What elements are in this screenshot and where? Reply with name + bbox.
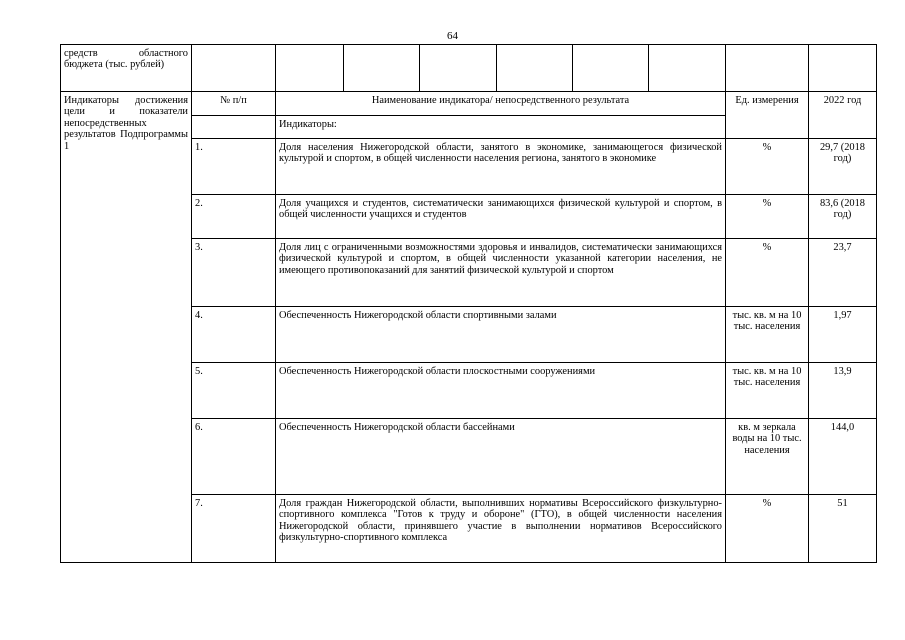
empty-cell	[573, 45, 649, 92]
row-value: 13,9	[809, 363, 877, 419]
row-unit: тыс. кв. м на 10 тыс. населения	[726, 307, 809, 363]
header-row	[61, 92, 877, 116]
row-name: Доля лиц с ограниченными возможностями здоровья и инвалидов, систематически занимающихся физической культурой и спортом, в общей численности указанной категории населения, не имеющего противопоказаний для занятий физической культурой и спортом	[276, 239, 726, 307]
indicators-table	[60, 44, 877, 563]
empty-cell	[344, 45, 420, 92]
row-num: 5.	[192, 363, 276, 419]
row-num: 3.	[192, 239, 276, 307]
empty-cell	[192, 116, 276, 139]
row-name: Обеспеченность Нижегородской области спортивными залами	[276, 307, 726, 363]
row-num: 1.	[192, 139, 276, 195]
row-unit: кв. м зеркала воды на 10 тыс. населения	[726, 419, 809, 495]
header-num: № п/п	[192, 92, 276, 116]
row-name: Обеспеченность Нижегородской области плоскостными сооружениями	[276, 363, 726, 419]
row-name: Доля учащихся и студентов, систематически занимающихся физической культурой и спортом, в общей численности учащихся и студентов	[276, 195, 726, 239]
row-value: 144,0	[809, 419, 877, 495]
row-unit: тыс. кв. м на 10 тыс. населения	[726, 363, 809, 419]
row-name: Доля населения Нижегородской области, занятого в экономике, занимающегося физической культурой и спортом, в общей численности населения региона, занятого в экономике	[276, 139, 726, 195]
row-value: 23,7	[809, 239, 877, 307]
row-num: 7.	[192, 495, 276, 563]
empty-cell	[420, 45, 497, 92]
funding-label: средств областного бюджета (тыс. рублей)	[61, 45, 192, 92]
row-value: 1,97	[809, 307, 877, 363]
subheader-label: Индикаторы:	[276, 116, 726, 139]
header-name: Наименование индикатора/ непосредственного результата	[276, 92, 726, 116]
header-year: 2022 год	[809, 92, 877, 139]
empty-cell	[497, 45, 573, 92]
row-value: 29,7 (2018 год)	[809, 139, 877, 195]
funding-row	[61, 45, 877, 92]
row-num: 4.	[192, 307, 276, 363]
header-unit: Ед. измерения	[726, 92, 809, 139]
empty-cell	[649, 45, 726, 92]
row-unit: %	[726, 495, 809, 563]
row-name: Доля граждан Нижегородской области, выполнивших нормативы Всероссийского физкультурно-спортивного комплекса "Готов к труду и обороне" (ГТО), в общей численности населения Нижегородской области, принявшего участие в выполнении нормативов Всероссийского физкультурно-спортивного комплекса	[276, 495, 726, 563]
row-name: Обеспеченность Нижегородской области бассейнами	[276, 419, 726, 495]
row-num: 6.	[192, 419, 276, 495]
page-number: 64	[447, 30, 458, 42]
row-value: 51	[809, 495, 877, 563]
empty-cell	[726, 45, 809, 92]
row-unit: %	[726, 195, 809, 239]
row-unit: %	[726, 139, 809, 195]
empty-cell	[276, 45, 344, 92]
empty-cell	[809, 45, 877, 92]
row-num: 2.	[192, 195, 276, 239]
section-label: Индикаторы достижения цели и показатели непосредственных результатов Подпрограммы 1	[61, 92, 192, 563]
row-unit: %	[726, 239, 809, 307]
empty-cell	[192, 45, 276, 92]
row-value: 83,6 (2018 год)	[809, 195, 877, 239]
